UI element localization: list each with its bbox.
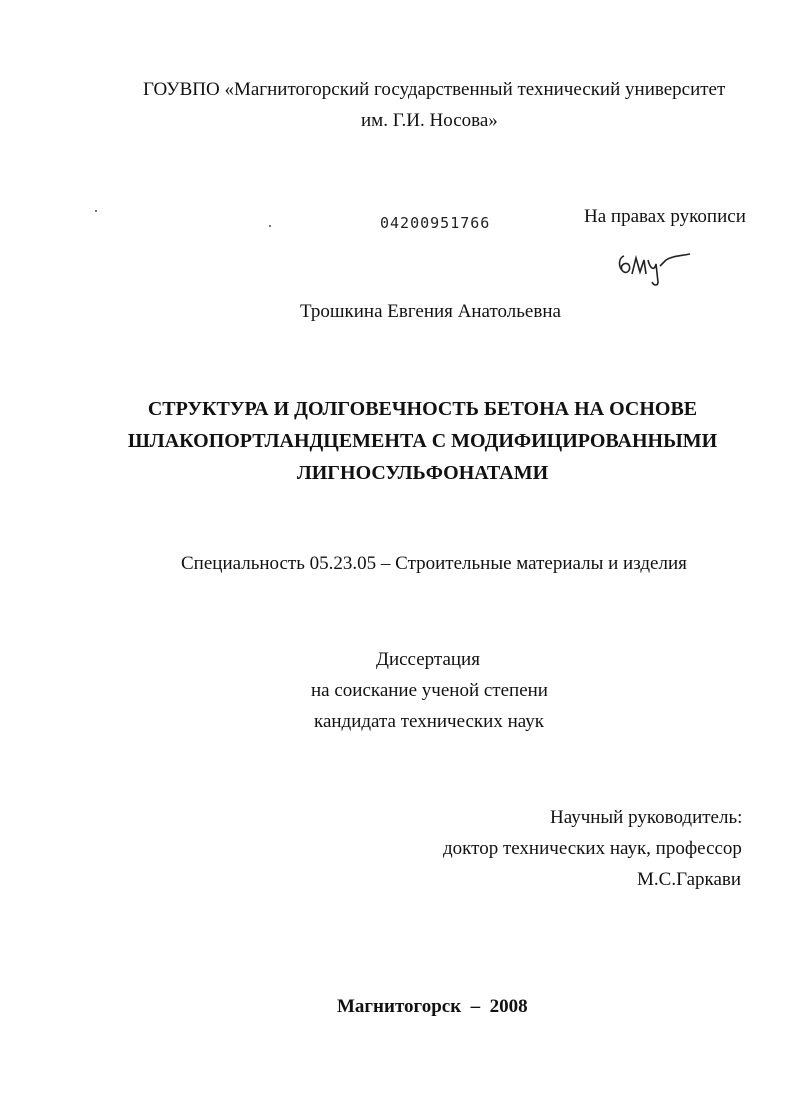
city-year: Магнитогорск – 2008: [337, 996, 528, 1017]
supervisor-label: Научный руководитель:: [550, 807, 743, 828]
scan-speck: [95, 210, 97, 212]
dissertation-title: [0, 393, 799, 489]
specialty: Специальность 05.23.05 – Строительные материалы и изделия: [181, 553, 687, 574]
degree-line-1: Диссертация: [376, 649, 480, 670]
supervisor-name: М.С.Гаркави: [637, 869, 742, 890]
title-line-3: ЛИГНОСУЛЬФОНАТАМИ: [296, 462, 549, 484]
title-line-1: СТРУКТУРА И ДОЛГОВЕЧНОСТЬ БЕТОНА НА ОСНОВЕ: [147, 398, 698, 420]
institution-line-2: им. Г.И. Носова»: [361, 110, 498, 131]
title-line-2: ШЛАКОПОРТЛАНДЦЕМЕНТА С МОДИФИЦИРОВАННЫМИ: [127, 430, 718, 452]
author-name: Трошкина Евгения Анатольевна: [300, 301, 561, 322]
archive-number: 04200951766: [380, 214, 491, 232]
institution-line-1: ГОУВПО «Магнитогорский государственный технический университет: [143, 79, 726, 100]
degree-line-2: на соискание ученой степени: [311, 680, 548, 701]
degree-line-3: кандидата технических наук: [314, 711, 544, 732]
scan-speck: [269, 225, 271, 227]
rights-note: На правах рукописи: [584, 206, 746, 227]
signature-mark: [614, 246, 704, 290]
supervisor-title: доктор технических наук, профессор: [443, 838, 742, 859]
